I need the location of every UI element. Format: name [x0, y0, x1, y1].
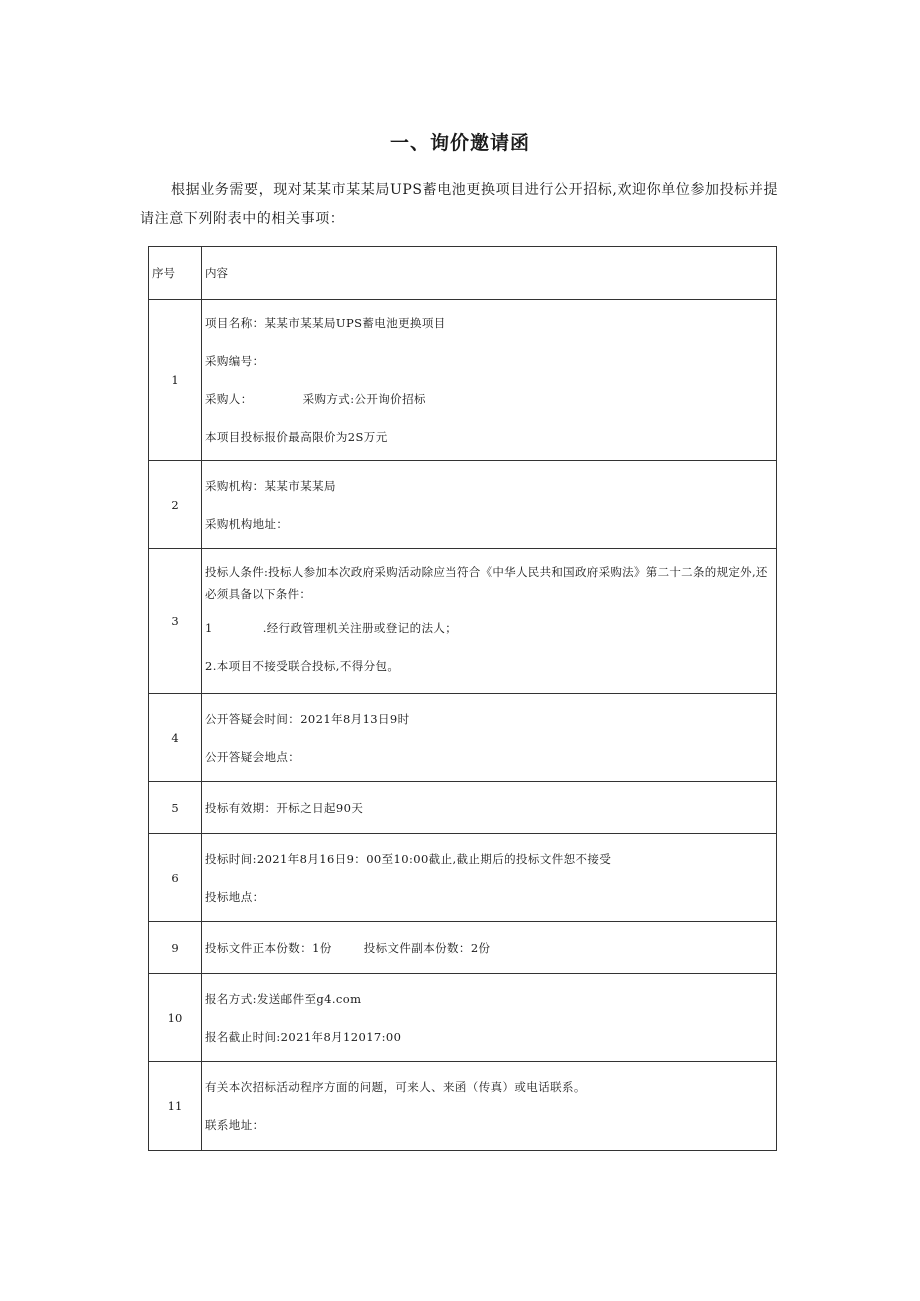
row-number: 4 — [149, 694, 202, 782]
content-line-pair — [205, 609, 776, 647]
row-number: 2 — [149, 461, 202, 549]
content-line: 采购人： — [205, 392, 253, 406]
row-number: 6 — [149, 834, 202, 922]
content-line: 项目名称：某某市某某局UPS蓄电池更换项目 — [205, 316, 446, 330]
row-content — [202, 782, 777, 834]
row-content — [202, 461, 777, 549]
table-row — [149, 694, 777, 782]
table-row — [149, 300, 777, 461]
row-content — [202, 922, 777, 974]
row-content — [202, 974, 777, 1062]
table-row — [149, 549, 777, 694]
row-content — [202, 549, 777, 694]
content-line: 公开答疑会时间：2021年8月13日9时 — [205, 711, 410, 726]
content-line: 报名截止时间:2021年8月12017:00 — [205, 1029, 402, 1044]
content-line: 1 — [205, 621, 213, 635]
table-row — [149, 461, 777, 549]
table-row — [149, 922, 777, 974]
content-line: 投标有效期：开标之日起90天 — [205, 800, 364, 815]
row-number: 9 — [149, 922, 202, 974]
content-line: 联系地址： — [205, 1118, 265, 1132]
content-line: 2.本项目不接受联合投标,不得分包。 — [205, 659, 400, 673]
row-content — [202, 834, 777, 922]
row-number: 3 — [149, 549, 202, 694]
row-number: 1 — [149, 300, 202, 461]
content-line: 公开答疑会地点： — [205, 749, 301, 764]
content-line: 采购机构地址： — [205, 516, 289, 531]
row-content — [202, 1062, 777, 1151]
content-line: .经行政管理机关注册或登记的法人； — [262, 621, 458, 635]
table-row — [149, 834, 777, 922]
content-line: 采购机构：某某市某某局 — [205, 478, 336, 493]
row-content — [202, 694, 777, 782]
page-title: 一、询价邀请函 — [389, 132, 530, 154]
content-line: 本项目投标报价最高限价为2S万元 — [205, 430, 388, 444]
content-line-pair — [205, 380, 776, 418]
row-number: 5 — [149, 782, 202, 834]
table-row — [149, 974, 777, 1062]
content-line: 投标人条件:投标人参加本次政府采购活动除应当符合《中华人民共和国政府采购法》第二十二条的规定外,还必须具备以下条件： — [205, 565, 768, 601]
content-line: 有关本次招标活动程序方面的问题，可来人、来函（传真）或电话联系。 — [205, 1080, 586, 1094]
header-content: 内容 — [202, 247, 777, 300]
content-line: 报名方式:发送邮件至g4.com — [205, 991, 362, 1006]
table-row — [149, 1062, 777, 1151]
content-line: 采购编号： — [205, 354, 265, 368]
header-num: 序号 — [149, 247, 202, 300]
content-line: 投标时间:2021年8月16日9：00至10:00截止,截止期后的投标文件恕不接受 — [205, 851, 612, 866]
row-content — [202, 300, 777, 461]
row-number: 10 — [149, 974, 202, 1062]
content-line-pair — [205, 929, 776, 967]
content-line: 采购方式:公开询价招标 — [302, 392, 426, 406]
content-line: 投标文件正本份数：1份 — [205, 940, 332, 955]
content-line: 投标文件副本份数：2份 — [363, 940, 491, 955]
intro-paragraph: 根据业务需要，现对某某市某某局UPS蓄电池更换项目进行公开招标,欢迎你单位参加投标并提请注意下列附表中的相关事项： — [140, 182, 779, 227]
table-header-row — [149, 247, 777, 300]
items-table — [148, 246, 777, 1151]
row-number: 11 — [149, 1062, 202, 1151]
table-row — [149, 782, 777, 834]
content-line: 投标地点： — [205, 889, 265, 904]
